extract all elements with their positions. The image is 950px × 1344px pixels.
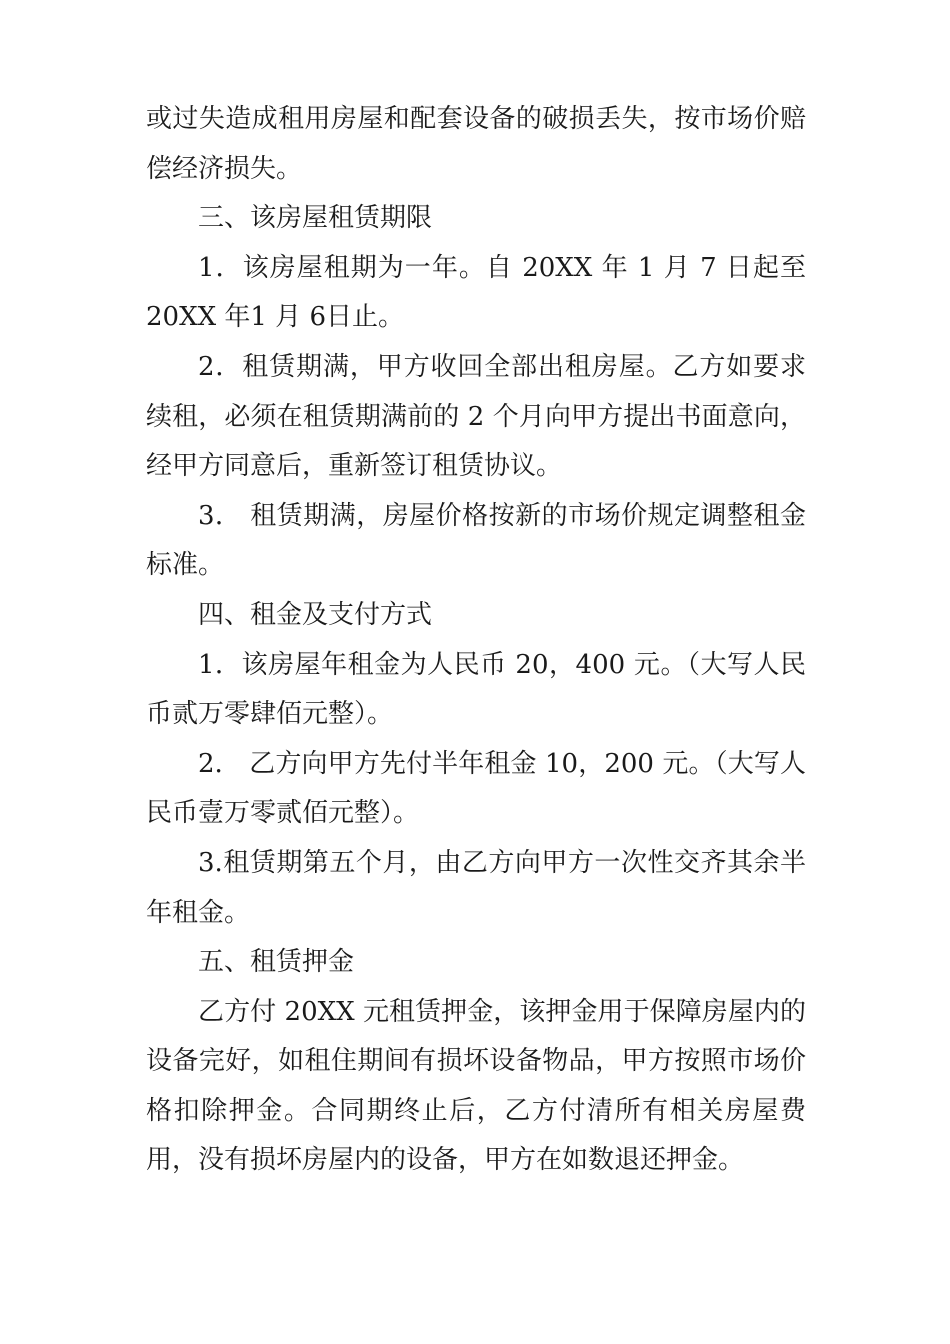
clause-annual-rent: 1．该房屋年租金为人民币 20，400 元。（大写人民币贰万零肆佰元整）。 [146,649,806,730]
paragraph-continuation: 或过失造成租用房屋和配套设备的破损丢失，按市场价赔偿经济损失。 [146,104,806,184]
clause-remaining-rent: 3.租赁期第五个月，由乙方向甲方一次性交齐其余半年租金。 [146,847,806,928]
clause-rent-adjustment: 3． 租赁期满，房屋价格按新的市场价规定调整租金标准。 [146,500,806,581]
section-heading-rent-payment: 四、租金及支付方式 [198,599,433,630]
section-heading-lease-term: 三、该房屋租赁期限 [198,203,433,234]
clause-half-year-prepayment: 2． 乙方向甲方先付半年租金 10，200 元。（大写人民币壹万零贰佰元整）。 [146,748,806,829]
section-heading-deposit: 五、租赁押金 [198,947,355,978]
clause-lease-period: 1．该房屋租期为一年。自 20XX 年 1 月 7 日起至 20XX 年1 月 6日止。 [146,252,806,333]
document-body [146,95,806,1186]
clause-lease-expiry-renewal: 2．租赁期满，甲方收回全部出租房屋。乙方如要求续租，必须在租赁期满前的 2 个月向甲方提出书面意向，经甲方同意后，重新签订租赁协议。 [146,351,806,482]
clause-deposit-terms: 乙方付 20XX 元租赁押金，该押金用于保障房屋内的设备完好，如租住期间有损坏设备物品，甲方按照市场价格扣除押金。合同期终止后，乙方付清所有相关房屋费用，没有损坏房屋内的设备，甲方在如数退还押金。 [146,996,806,1176]
